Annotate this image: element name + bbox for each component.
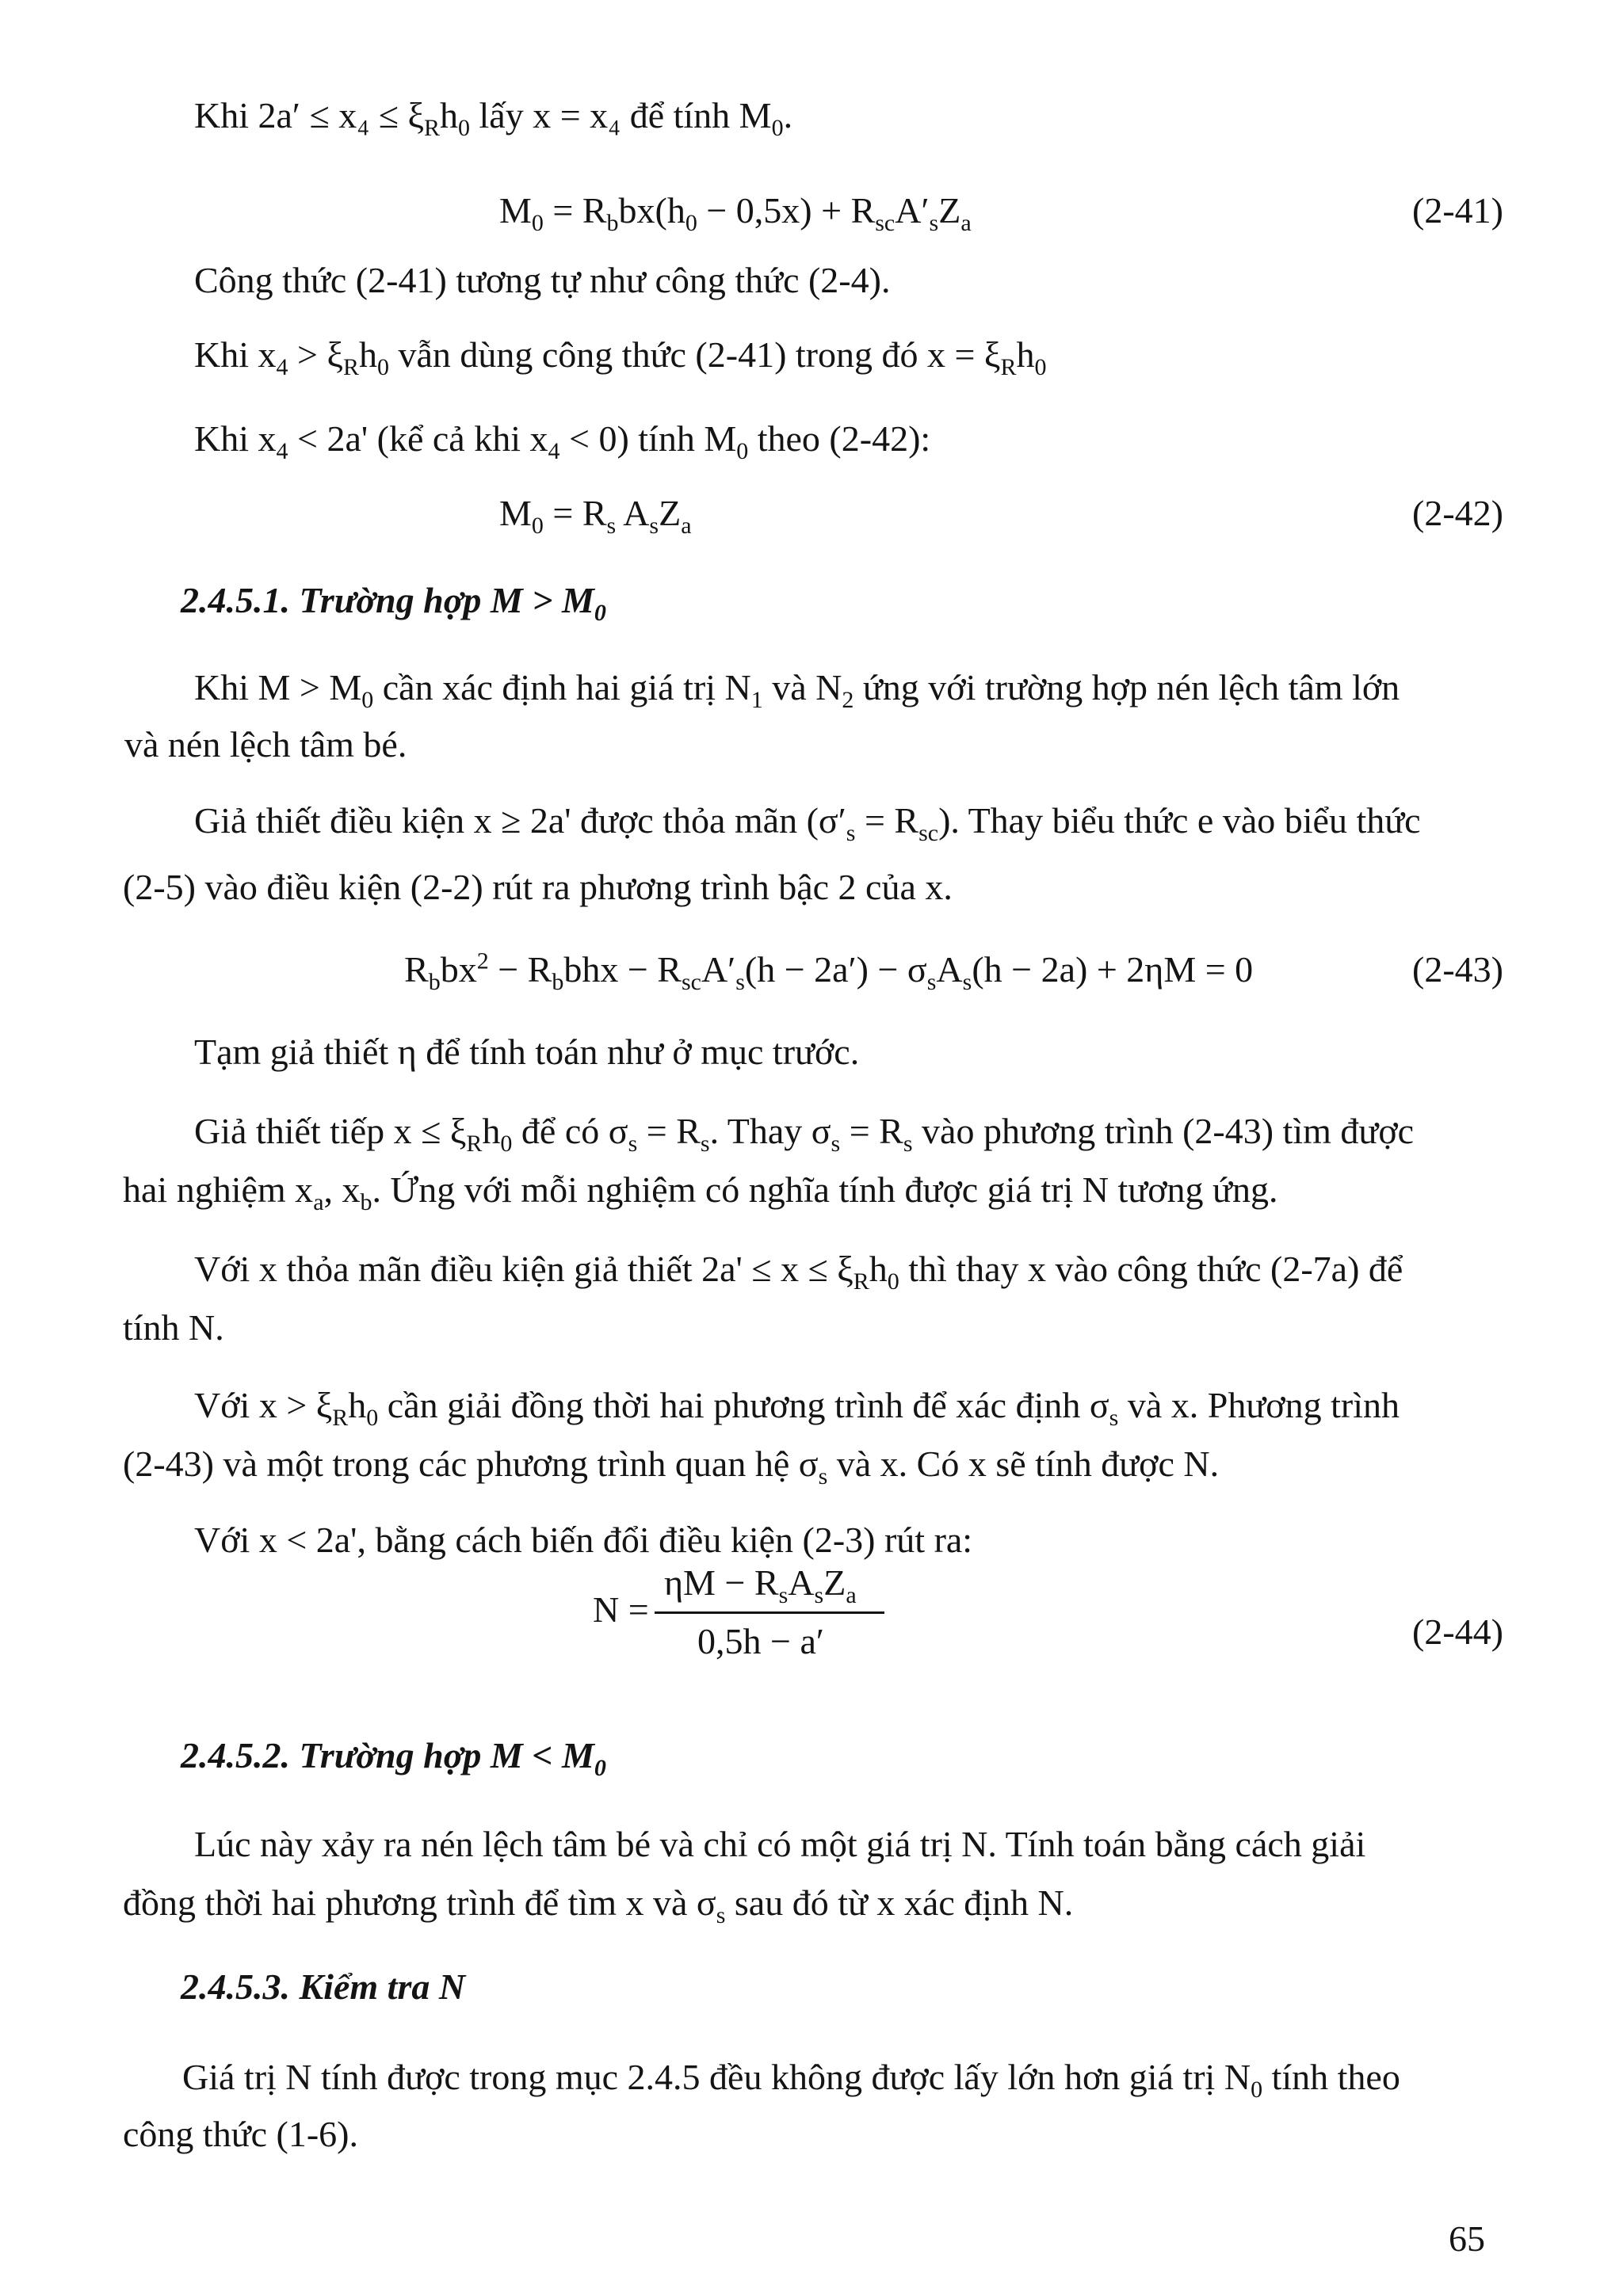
equation-2-43: $R_bbx^2 - R_bbhx - R_{sc}A'_s(h - 2a') - \sigma_sA_s(h - 2a) + 2\eta M = 0$ xyxy=(404,948,1254,996)
text-line: (2-43) và một trong các phương trình quan hệ $\sigma_s$ và x. Có x sẽ tính được N. xyxy=(123,1444,1220,1490)
text-line: Giả thiết tiếp $x \le \xi_Rh_0$ để có $\sigma_s = R_s$. Thay $\sigma_s = R_s$ vào phương trình (2-43) tìm được xyxy=(194,1111,1415,1158)
text-line: tính N. xyxy=(123,1307,224,1348)
text-line: (2-5) vào điều kiện (2-2) rút ra phương trình bậc 2 của x. xyxy=(123,867,953,907)
text-line: và nén lệch tâm bé. xyxy=(124,724,407,765)
text-line: công thức (1-6). xyxy=(123,2114,359,2154)
text-line: Với x thỏa mãn điều kiện giả thiết $2a' \le x \le \xi_Rh_0$ thì thay x vào công thức (2-7a) để xyxy=(194,1249,1403,1295)
fraction-numerator: $\eta M - R_sA_sZ_a$ xyxy=(664,1562,857,1609)
text-line: Giá trị N tính được trong mục 2.4.5 đều không được lấy lớn hơn giá trị $N_0$ tính theo xyxy=(182,2057,1400,2103)
section-heading: 2.4.5.3. Kiểm tra N xyxy=(181,1966,466,2007)
fraction-lhs: N = xyxy=(593,1589,649,1630)
equation-number: (2-41) xyxy=(1412,190,1503,231)
text-line: Giả thiết điều kiện x ≥ 2a' được thỏa mãn $(\sigma'_s = R_{sc})$. Thay biểu thức e vào biểu thức xyxy=(194,800,1421,847)
text-line: đồng thời hai phương trình để tìm x và $\sigma_s$ sau đó từ x xác định N. xyxy=(123,1882,1074,1929)
equation-2-42: $M_0 = R_s$ $A_sZ_a$ xyxy=(499,493,692,540)
equation-number: (2-42) xyxy=(1412,493,1503,533)
text-line: Lúc này xảy ra nén lệch tâm bé và chỉ có một giá trị N. Tính toán bằng cách giải xyxy=(194,1824,1366,1864)
text-line: Tạm giả thiết η để tính toán như ở mục trước. xyxy=(194,1032,860,1072)
text-line: Khi $M > M_0$ cần xác định hai giá trị $N_1$ và $N_2$ ứng với trường hợp nén lệch tâm lớn xyxy=(194,667,1400,714)
equation-number: (2-43) xyxy=(1412,949,1503,990)
page-number: 65 xyxy=(1449,2218,1485,2259)
text-line: Công thức (2-41) tương tự như công thức (2-4). xyxy=(194,260,891,300)
text-line: Với x < 2a', bằng cách biến đổi điều kiện (2-3) rút ra: xyxy=(194,1520,973,1560)
text-line: Khi $x_4 < 2a'$ (kể cả khi $x_4 < 0$) tính $M_0$ theo (2-42): xyxy=(194,418,931,465)
text-line: Khi $x_4 > \xi_Rh_0$ vẫn dùng công thức (2-41) trong đó $x = \xi_Rh_0$ xyxy=(194,334,1047,381)
text-line: hai nghiệm $x_a$, $x_b$. Ứng với mỗi nghiệm có nghĩa tính được giá trị N tương ứng. xyxy=(123,1169,1278,1216)
text-line: Với $x > \xi_Rh_0$ cần giải đồng thời hai phương trình để xác định $\sigma_s$ và x. Phương trình xyxy=(194,1385,1400,1432)
equation-number: (2-44) xyxy=(1412,1611,1503,1652)
fraction-bar xyxy=(655,1611,884,1614)
section-heading: 2.4.5.1. Trường hợp $M > M_0$ xyxy=(181,580,606,627)
section-heading: 2.4.5.2. Trường hợp $M < M_0$ xyxy=(181,1735,606,1782)
fraction-denominator: 0,5h − a′ xyxy=(697,1621,824,1661)
text-line: Khi $2a' \le x_4 \le \xi_Rh_0$ lấy x = x₄ để tính $M_0$. xyxy=(194,95,793,142)
equation-2-41: $M_0 = R_bbx(h_0 - 0,5x) + R_{sc}A'_sZ_a$ xyxy=(499,190,972,237)
